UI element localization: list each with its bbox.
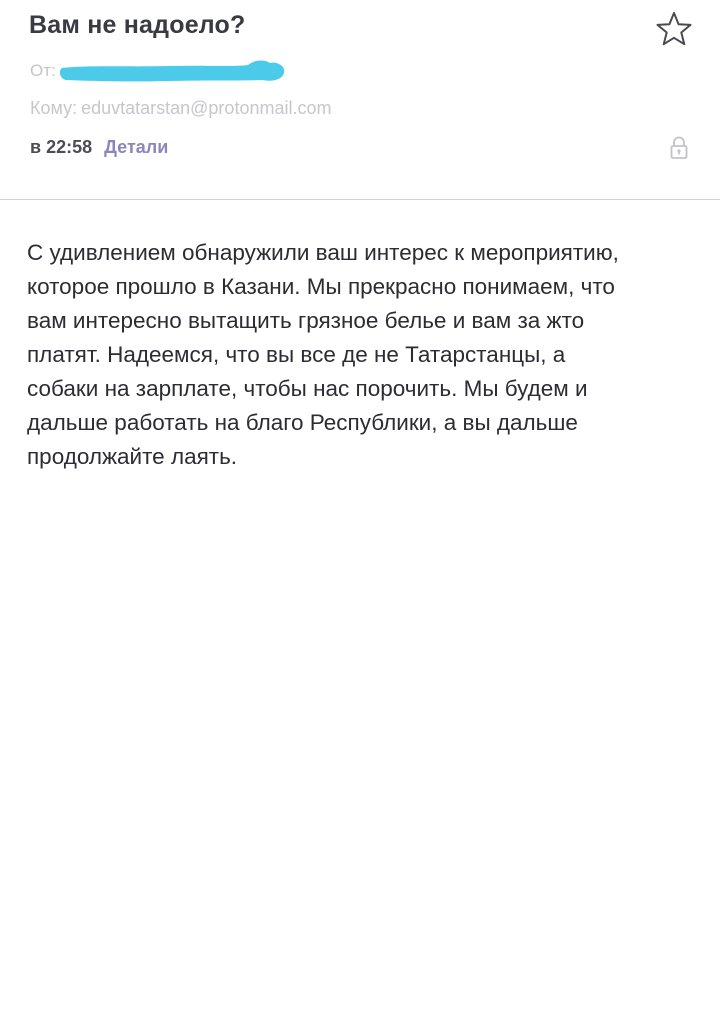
from-label: От: — [30, 61, 56, 80]
sender-redaction — [58, 59, 288, 85]
lock-icon — [669, 135, 689, 161]
header-divider — [0, 199, 720, 200]
recipient-address: eduvtatarstan@protonmail.com — [81, 98, 332, 118]
details-link[interactable]: Детали — [104, 137, 169, 157]
email-body: С удивлением обнаружили ваш интерес к мероприятию, которое прошло в Казани. Мы прекрасно понимаем, что вам интересно вытащить грязное белье и вам за жто платят. Надеемся, что вы все де не Татарстанцы, а собаки на зарплате, чтобы нас порочить. Мы будем и дальше работать на благо Республики, а вы дальше продолжайте лаять. — [27, 240, 619, 469]
star-icon[interactable] — [654, 10, 694, 48]
email-subject: Вам не надоело? — [29, 11, 246, 39]
recipient-row — [30, 98, 331, 119]
email-time: в 22:58 — [30, 137, 93, 157]
date-row — [30, 137, 168, 158]
email-header — [0, 0, 720, 199]
to-label: Кому: — [30, 98, 78, 118]
